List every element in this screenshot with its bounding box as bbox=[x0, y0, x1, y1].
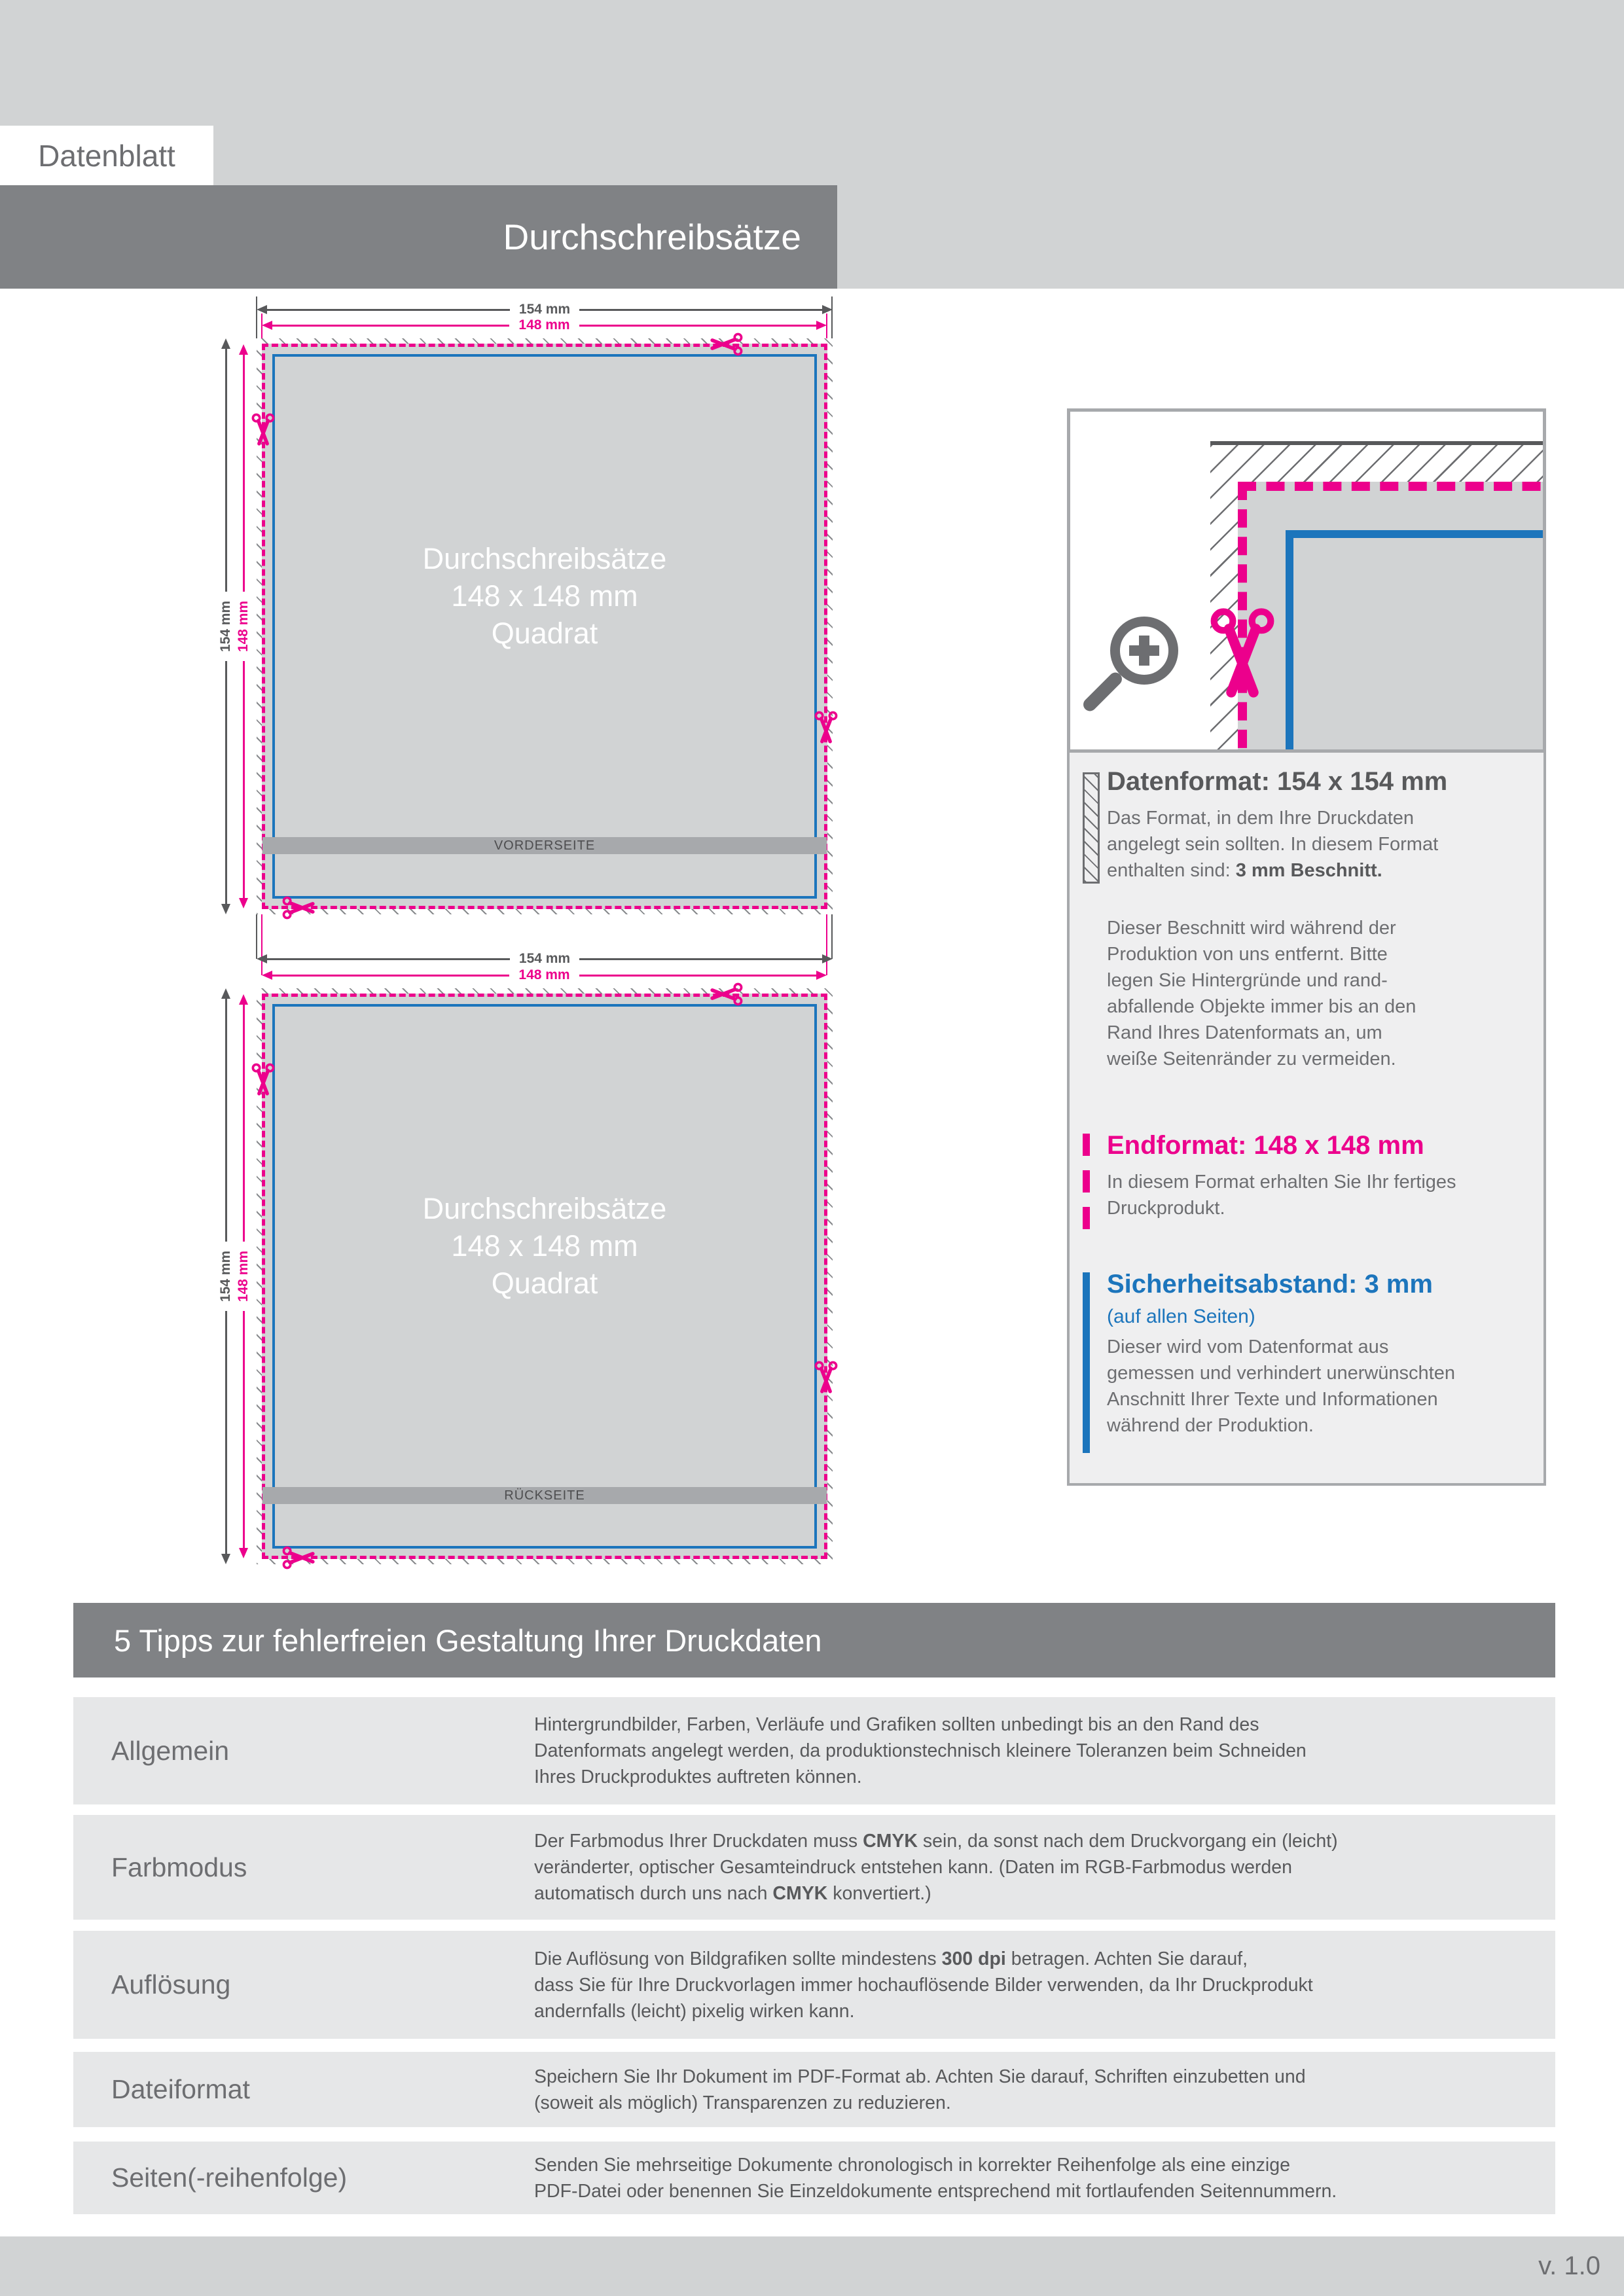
fig1-dim-outer-left: 154 mm bbox=[217, 338, 235, 914]
figure-front bbox=[257, 338, 833, 914]
zoom-detail-box bbox=[1067, 408, 1546, 753]
endformat-heading: Endformat: 148 x 148 mm bbox=[1107, 1131, 1424, 1160]
fig1-title: Durchschreibsätze 148 x 148 mm Quadrat bbox=[422, 542, 667, 650]
magnifier-handle bbox=[1081, 670, 1125, 713]
datenblatt-tag bbox=[0, 126, 213, 185]
ext-line bbox=[256, 296, 257, 338]
scissors-icon bbox=[813, 1360, 839, 1395]
tip-row-aufloesung bbox=[73, 1931, 1555, 2039]
fig1-dim-inner-top: 148 mm bbox=[262, 316, 827, 334]
legend-panel bbox=[1067, 750, 1546, 1486]
tip-label: Allgemein bbox=[111, 1735, 230, 1766]
scissors-icon bbox=[250, 412, 276, 448]
fig2-dim-outer-top: 154 mm bbox=[257, 950, 833, 968]
tip-text: Der Farbmodus Ihrer Druckdaten muss CMYK sein, da sonst nach dem Druckvorgang ein (leicht) veränderter, optischer Gesamteindruck entstehen kann. (Daten im RGB-Farbmodus werden automatisch durch uns nach CMYK konvertiert.) bbox=[534, 1831, 1338, 1904]
bleed-hatch-swatch-icon bbox=[1083, 772, 1100, 884]
datenblatt-label: Datenblatt bbox=[38, 138, 175, 173]
corner-detail-illustration bbox=[1210, 441, 1543, 749]
plus-icon-bar bbox=[1139, 636, 1149, 666]
endformat-dash-icon bbox=[1083, 1134, 1090, 1233]
tip-text: Senden Sie mehrseitige Dokumente chronologisch in korrekter Reihenfolge als eine einzige PDF-Datei oder benennen Sie Einzeldokumente entsprechend mit fortlaufenden Seitennummern. bbox=[534, 2154, 1337, 2202]
scissors-icon bbox=[281, 895, 317, 921]
ext-line bbox=[826, 314, 827, 338]
fig2-side-label: RÜCKSEITE bbox=[504, 1488, 585, 1503]
tip-label: Dateiformat bbox=[111, 2074, 250, 2104]
tip-row-allgemein bbox=[73, 1697, 1555, 1804]
fig2-dim-inner-top: 148 mm bbox=[262, 966, 827, 984]
footer-band bbox=[0, 2236, 1624, 2296]
bleed-note-text: Dieser Beschnitt wird während der Produktion von uns entfernt. Bitte legen Sie Hintergründe und rand- abfallende Objekte immer bis an den Rand Ihres Datenformats an, um weiße Seitenränder zu vermeiden. bbox=[1107, 918, 1416, 1069]
tip-label: Farbmodus bbox=[111, 1852, 247, 1882]
scissors-icon bbox=[708, 331, 744, 357]
scissors-icon bbox=[281, 1545, 317, 1571]
tips-banner bbox=[73, 1603, 1555, 1677]
tip-label: Auflösung bbox=[111, 1969, 231, 2000]
corner-safety-border bbox=[1286, 530, 1543, 749]
tips-banner-title: 5 Tipps zur fehlerfreien Gestaltung Ihrer Druckdaten bbox=[114, 1623, 822, 1658]
tip-text: Speichern Sie Ihr Dokument im PDF-Format ab. Achten Sie darauf, Schriften einzubetten und (soweit als möglich) Transparenzen zu reduzieren. bbox=[534, 2066, 1306, 2113]
safety-bar-icon bbox=[1083, 1272, 1090, 1453]
sicherheitsabstand-subheading: (auf allen Seiten) bbox=[1107, 1306, 1255, 1327]
tip-label: Seiten(-reihenfolge) bbox=[111, 2162, 348, 2193]
tip-text: Die Auflösung von Bildgrafiken sollte mindestens 300 dpi betragen. Achten Sie darauf, dass Sie für Ihre Druckvorlagen immer hochauflösende Bilder verwenden, da Ihr Druckprodukt andernfalls (leicht) pixelig wirken kann. bbox=[534, 1948, 1313, 2022]
tip-row-farbmodus bbox=[73, 1815, 1555, 1920]
fig1-dim-inner-left: 148 mm bbox=[234, 344, 253, 908]
scissors-icon bbox=[1210, 605, 1278, 704]
datenformat-heading: Datenformat: 154 x 154 mm bbox=[1107, 767, 1448, 796]
scissors-icon bbox=[250, 1062, 276, 1098]
scissors-icon bbox=[813, 710, 839, 745]
fig1-side-label: VORDERSEITE bbox=[494, 838, 596, 853]
sicherheitsabstand-text: Dieser wird vom Datenformat aus gemessen und verhindert unerwünschten Anschnitt Ihrer Texte und Informationen während der Produktion. bbox=[1107, 1336, 1455, 1436]
fig1-dim-outer-top: 154 mm bbox=[257, 300, 833, 319]
scissors-icon bbox=[708, 981, 744, 1007]
endformat-text: In diesem Format erhalten Sie Ihr fertiges Druckprodukt. bbox=[1107, 1172, 1456, 1219]
title-banner bbox=[0, 185, 837, 289]
fig2-title: Durchschreibsätze 148 x 148 mm Quadrat bbox=[422, 1192, 667, 1300]
page-title: Durchschreibsätze bbox=[503, 217, 801, 257]
tip-row-dateiformat bbox=[73, 2052, 1555, 2127]
fig2-side-bar bbox=[262, 1487, 827, 1504]
datenformat-text: Das Format, in dem Ihre Druckdaten angelegt sein sollten. In diesem Format enthalten sind: 3 mm Beschnitt. bbox=[1107, 808, 1439, 881]
fig2-dim-outer-left: 154 mm bbox=[217, 988, 235, 1564]
ext-line bbox=[261, 314, 262, 338]
ext-line bbox=[831, 296, 833, 338]
figure-back bbox=[257, 988, 833, 1564]
fig1-side-bar bbox=[262, 837, 827, 854]
fig2-dim-inner-left: 148 mm bbox=[234, 994, 253, 1558]
tip-row-seitenreihenfolge bbox=[73, 2142, 1555, 2214]
tip-text: Hintergrundbilder, Farben, Verläufe und Grafiken sollten unbedingt bis an den Rand des Datenformats angelegt werden, da produktionstechnisch kleinere Toleranzen beim Schneiden Ihres Druckproduktes auftreten können. bbox=[534, 1714, 1307, 1787]
version-label: v. 1.0 bbox=[1538, 2251, 1600, 2280]
sicherheitsabstand-heading: Sicherheitsabstand: 3 mm bbox=[1107, 1270, 1433, 1299]
